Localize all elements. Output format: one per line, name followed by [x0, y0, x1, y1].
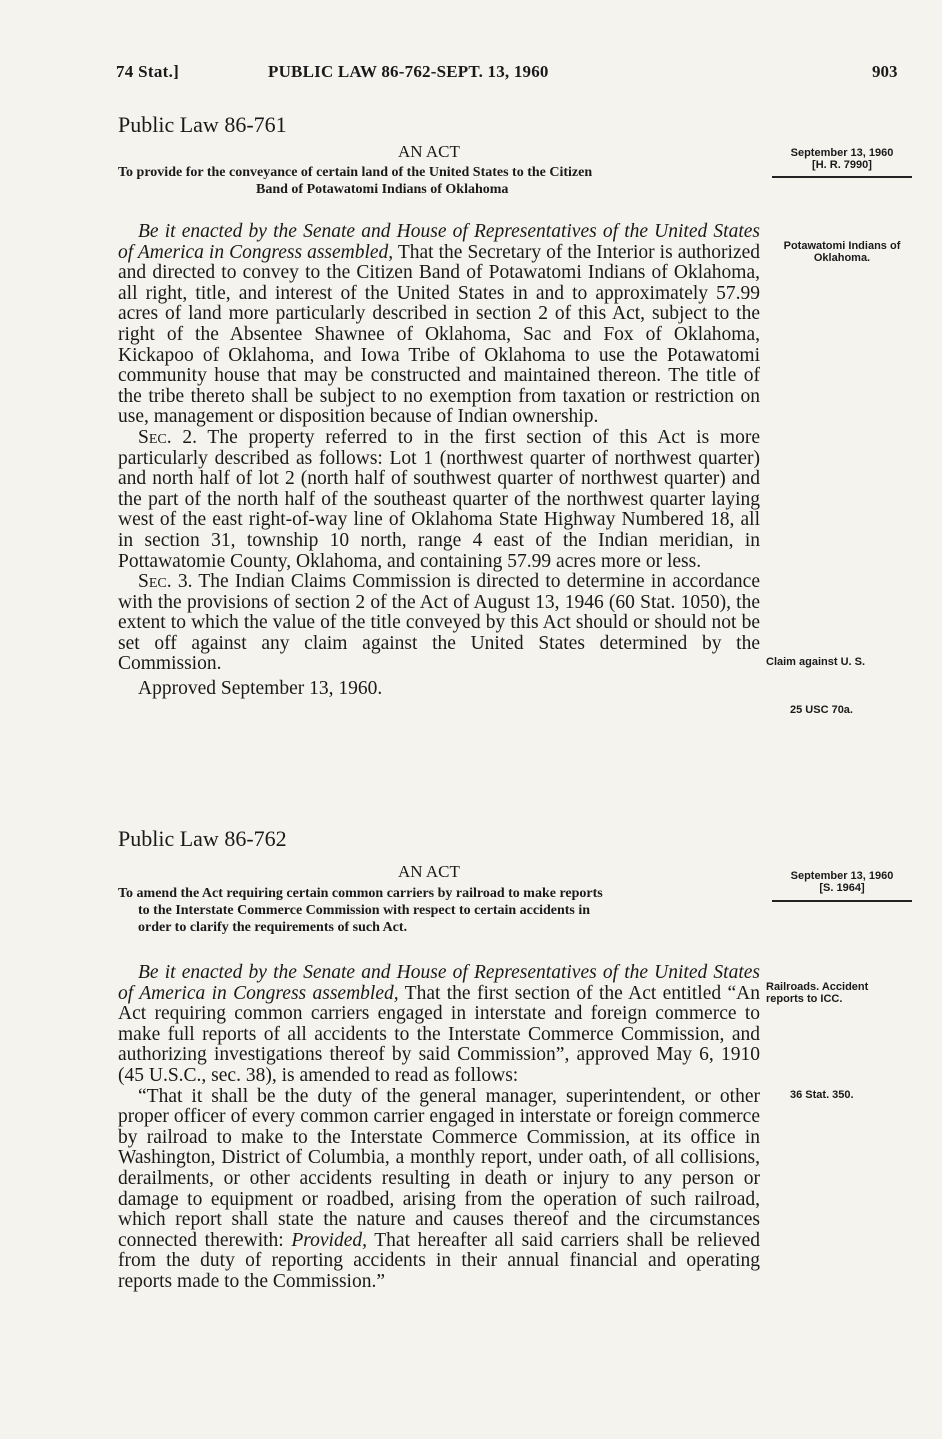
enacting-clause: Be it enacted by the Senate and House of Representatives of the United States of America in Congress assembled, [118, 962, 760, 1004]
section-text: That the Secretary of the Interior is authorized and directed to convey to the Citizen Band of Potawatomi Indians of Oklahoma, all right, title, and interest of the United States in and to approximately 57.99 acres of land more particularly described in section 2 of this Act, subject to the right of the Absentee Shawnee of Oklahoma, Sac and Fox of Oklahoma, Kickapoo of Oklahoma, and Iowa Tribe of Oklahoma to use the Potawatomi community house that may be constructed and maintained thereon. The title of the tribe thereto shall be subject to no exemption from taxation or restriction on use, management or disposition because of Indian ownership. [118, 241, 761, 428]
margin-note: 36 Stat. 350. [790, 1089, 854, 1101]
margin-note: Railroads. Accident reports to ICC. [766, 981, 869, 1005]
margin-date [772, 870, 912, 894]
section-text: The property referred to in the first section of this Act is more particularly described as follows: Lot 1 (northwest quarter of northwest quarter) and north half of lot 2 (north half of southwest quarter of northwest quarter) and the part of the north half of the southeast quarter of the northwest quarter laying west of the east right-of-way line of Oklahoma State Highway Numbered 18, all in section 31, township 10 north, range 4 east of the Indian meridian, in Pottawatomie County, Oklahoma, and containing 57.99 acres more or less. [118, 426, 760, 572]
subtitle-line: To amend the Act requiring certain common carriers by railroad to make reports [118, 886, 603, 901]
approval-date: Approved September 13, 1960. [138, 678, 383, 700]
subtitle-line: order to clarify the requirements of such Act. [138, 920, 408, 935]
bill-number: [H. R. 7990] [812, 159, 872, 171]
margin-date [772, 147, 912, 171]
section-text: The Indian Claims Commission is directed to determine in accordance with the provisions of section 2 of the Act of August 13, 1946 (60 Stat. 1050), the extent to which the value of the title conveyed by this Act should or should not be set off against any claim against the United States determined by the Commission. [118, 571, 760, 675]
enactment-date: September 13, 1960 [790, 870, 894, 882]
subtitle-line: To provide for the conveyance of certain land of the United States to the Citizen [118, 165, 593, 180]
quoted-text: That hereafter all said carriers shall be relieved from the duty of reporting accidents in their annual financial and operating reports made to the Commission.” [118, 1229, 760, 1292]
margin-rule [772, 900, 912, 902]
act-subtitle [118, 164, 760, 198]
section-label: Sec. 2. [138, 426, 197, 448]
act-subtitle [118, 885, 768, 936]
act-body [118, 963, 760, 1293]
subtitle-line: to the Interstate Commerce Commission with respect to certain accidents in [138, 903, 591, 918]
law-title: Public Law 86-761 [118, 112, 287, 137]
an-act-heading: AN ACT [398, 142, 460, 161]
margin-note: 25 USC 70a. [790, 704, 853, 716]
page-number: 903 [872, 62, 898, 81]
section-text: That the first section of the Act entitled “An Act requiring common carriers engaged in interstate and foreign commerce to make full reports of all accidents to the Interstate Commerce Commission, and authorizing investigations thereof by said Commission”, approved May 6, 1910 (45 U.S.C., sec. 38), is amended to read as follows: [118, 982, 760, 1086]
running-title: PUBLIC LAW 86-762-SEPT. 13, 1960 [268, 62, 549, 81]
proviso: Provided, [291, 1229, 367, 1251]
act-body [118, 222, 760, 700]
law-title: Public Law 86-762 [118, 826, 287, 851]
enactment-date: September 13, 1960 [790, 147, 894, 159]
margin-note: Claim against U. S. [766, 656, 866, 668]
margin-rule [772, 176, 912, 178]
subtitle-line: Band of Potawatomi Indians of Oklahoma [256, 182, 509, 197]
stat-reference: 74 Stat.] [116, 62, 180, 81]
bill-number: [S. 1964] [819, 882, 865, 894]
margin-note: Potawatomi Indians of Oklahoma. [783, 240, 901, 264]
quoted-text: “That it shall be the duty of the general manager, superintendent, or other proper officer of every common carrier engaged in interstate or foreign commerce by railroad to make to the Interstate Commerce Commission, at its office in Washington, District of Columbia, a monthly report, under oath, of all collisions, derailments, or other accidents resulting in death or injury to any person or damage to equipment or roadbed, arising from the operation of such railroad, which report shall state the nature and causes thereof and the circumstances connected therewith: [118, 1085, 760, 1251]
section-label: Sec. 3. [138, 571, 193, 593]
enacting-clause: Be it enacted by the Senate and House of Representatives of the United States of America in Congress assembled, [118, 221, 760, 263]
an-act-heading: AN ACT [398, 862, 460, 881]
